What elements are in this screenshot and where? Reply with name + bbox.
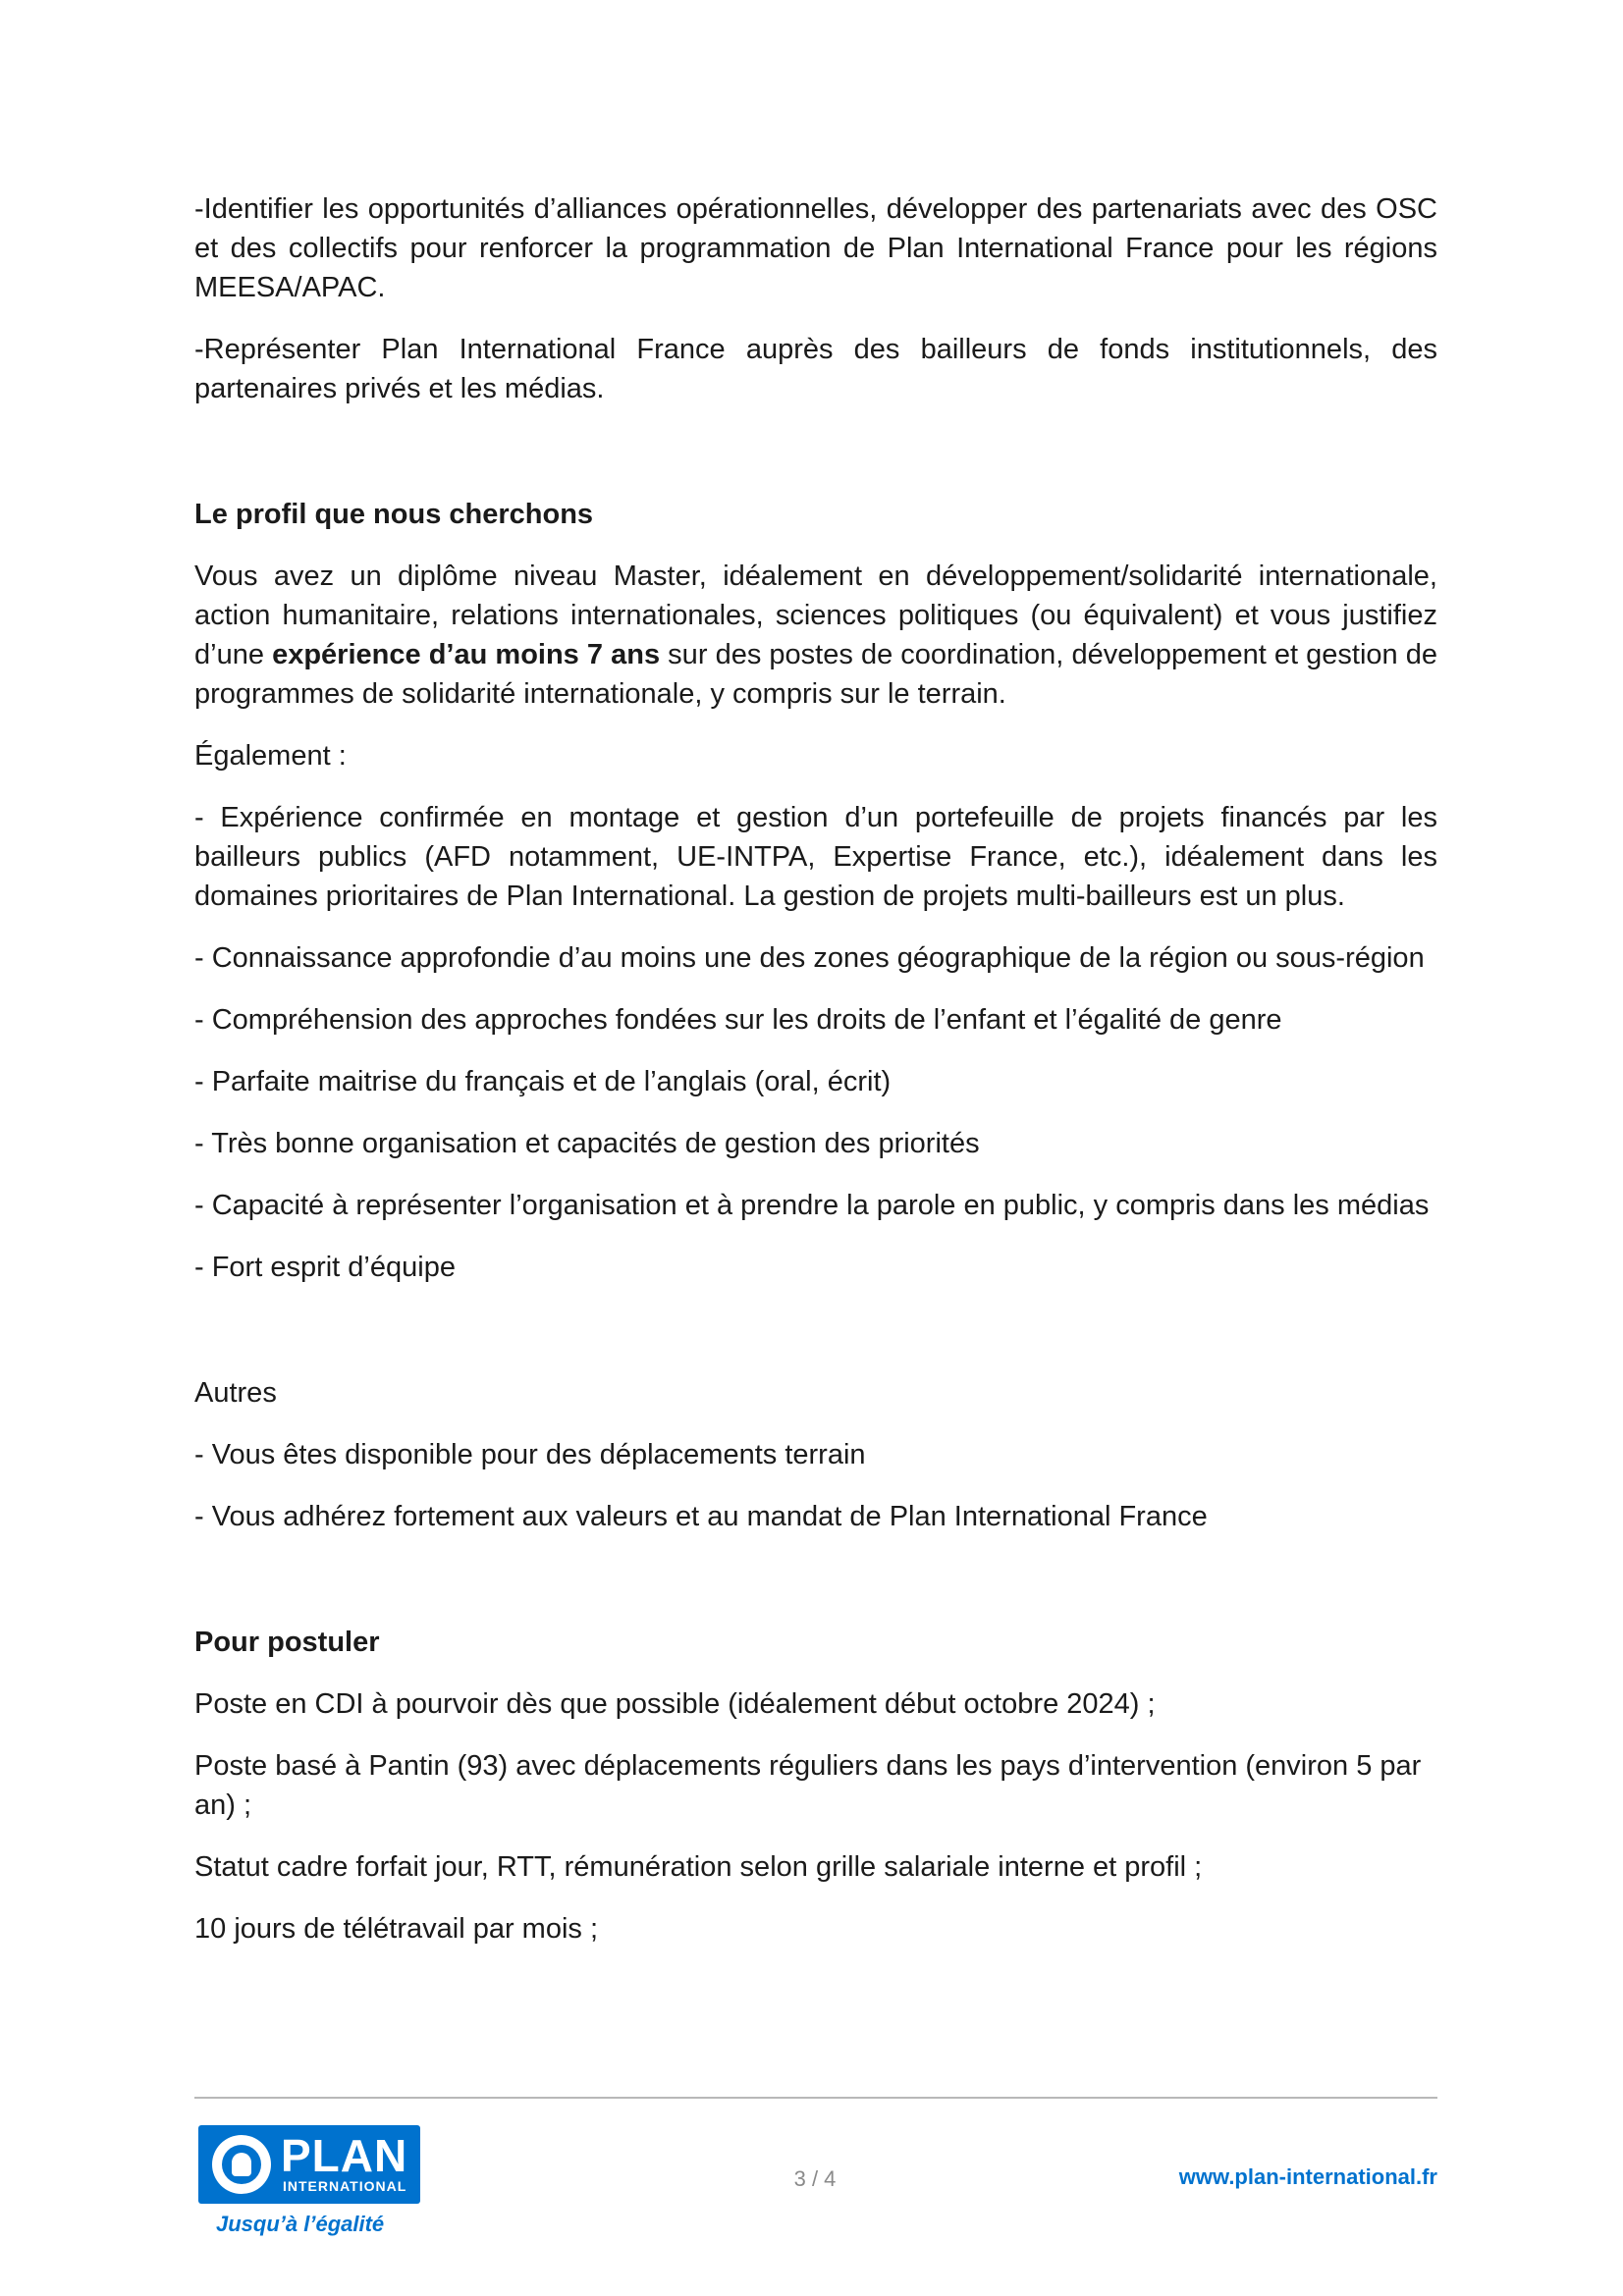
apply-item: Statut cadre forfait jour, RTT, rémunération selon grille salariale interne et profil ; — [194, 1851, 1203, 1883]
plan-globe-icon — [212, 2135, 271, 2194]
logo-box — [198, 2125, 420, 2204]
profile-experience-highlight: expérience d’au moins 7 ans — [272, 639, 661, 670]
page-content — [194, 189, 1437, 1949]
footer-divider — [194, 2097, 1437, 2099]
profile-item: - Expérience confirmée en montage et gestion d’un portefeuille de projets financés par les bailleurs publics (AFD notamment, UE-INTPA, Expertise France, etc.), idéalement dans les domaines prioritaires de Plan International. La gestion de projets multi-bailleurs est un plus. — [194, 802, 1437, 912]
website-link[interactable]: www.plan-international.fr — [1178, 2164, 1437, 2189]
profile-text-start: Vous avez un diplôme niveau Master, idéalement en développement/solidarité internationale, action humanitaire, relations internationales, sciences politiques (ou équivalent) et vous justifiez d’une — [194, 561, 1437, 670]
apply-item: Poste basé à Pantin (93) avec déplacements réguliers dans les pays d’intervention (environ 5 par an) ; — [194, 1750, 1422, 1821]
profile-item: - Fort esprit d’équipe — [194, 1252, 456, 1283]
profile-item: - Parfaite maitrise du français et de l’anglais (oral, écrit) — [194, 1066, 892, 1097]
logo-tagline: Jusqu’à l’égalité — [216, 2212, 385, 2236]
others-item: - Vous êtes disponible pour des déplacements terrain — [194, 1439, 866, 1470]
profile-paragraph — [194, 557, 1437, 714]
intro-paragraph-1: -Identifier les opportunités d’alliances opérationnelles, développer des partenariats avec des OSC et des collectifs pour renforcer la programmation de Plan International France pour les régions MEESA/APAC. — [194, 193, 1437, 303]
intro-paragraph-2: -Représenter Plan International France auprès des bailleurs de fonds institutionnels, des partenaires privés et les médias. — [194, 334, 1437, 404]
apply-item: 10 jours de télétravail par mois ; — [194, 1913, 599, 1945]
apply-item: Poste en CDI à pourvoir dès que possible (idéalement début octobre 2024) ; — [194, 1688, 1156, 1720]
apply-heading: Pour postuler — [194, 1627, 380, 1658]
page-number: 3 / 4 — [793, 2166, 837, 2191]
profile-item: - Compréhension des approches fondées sur les droits de l’enfant et l’égalité de genre — [194, 1004, 1282, 1036]
plan-international-logo — [198, 2125, 422, 2243]
logo-subname: INTERNATIONAL — [283, 2178, 407, 2194]
profile-heading: Le profil que nous cherchons — [194, 499, 594, 530]
logo-name: PLAN — [281, 2130, 408, 2181]
others-item: - Vous adhérez fortement aux valeurs et au mandat de Plan International France — [194, 1501, 1208, 1532]
others-heading: Autres — [194, 1377, 277, 1409]
profile-item: - Très bonne organisation et capacités de gestion des priorités — [194, 1128, 980, 1159]
profile-item: - Connaissance approfondie d’au moins une des zones géographique de la région ou sous-région — [194, 942, 1425, 974]
profile-item: - Capacité à représenter l’organisation et à prendre la parole en public, y compris dans les médias — [194, 1190, 1430, 1221]
profile-text-end: sur des postes de coordination, développement et gestion de programmes de solidarité internationale, y compris sur le terrain. — [194, 639, 1437, 710]
also-label: Également : — [194, 740, 347, 772]
